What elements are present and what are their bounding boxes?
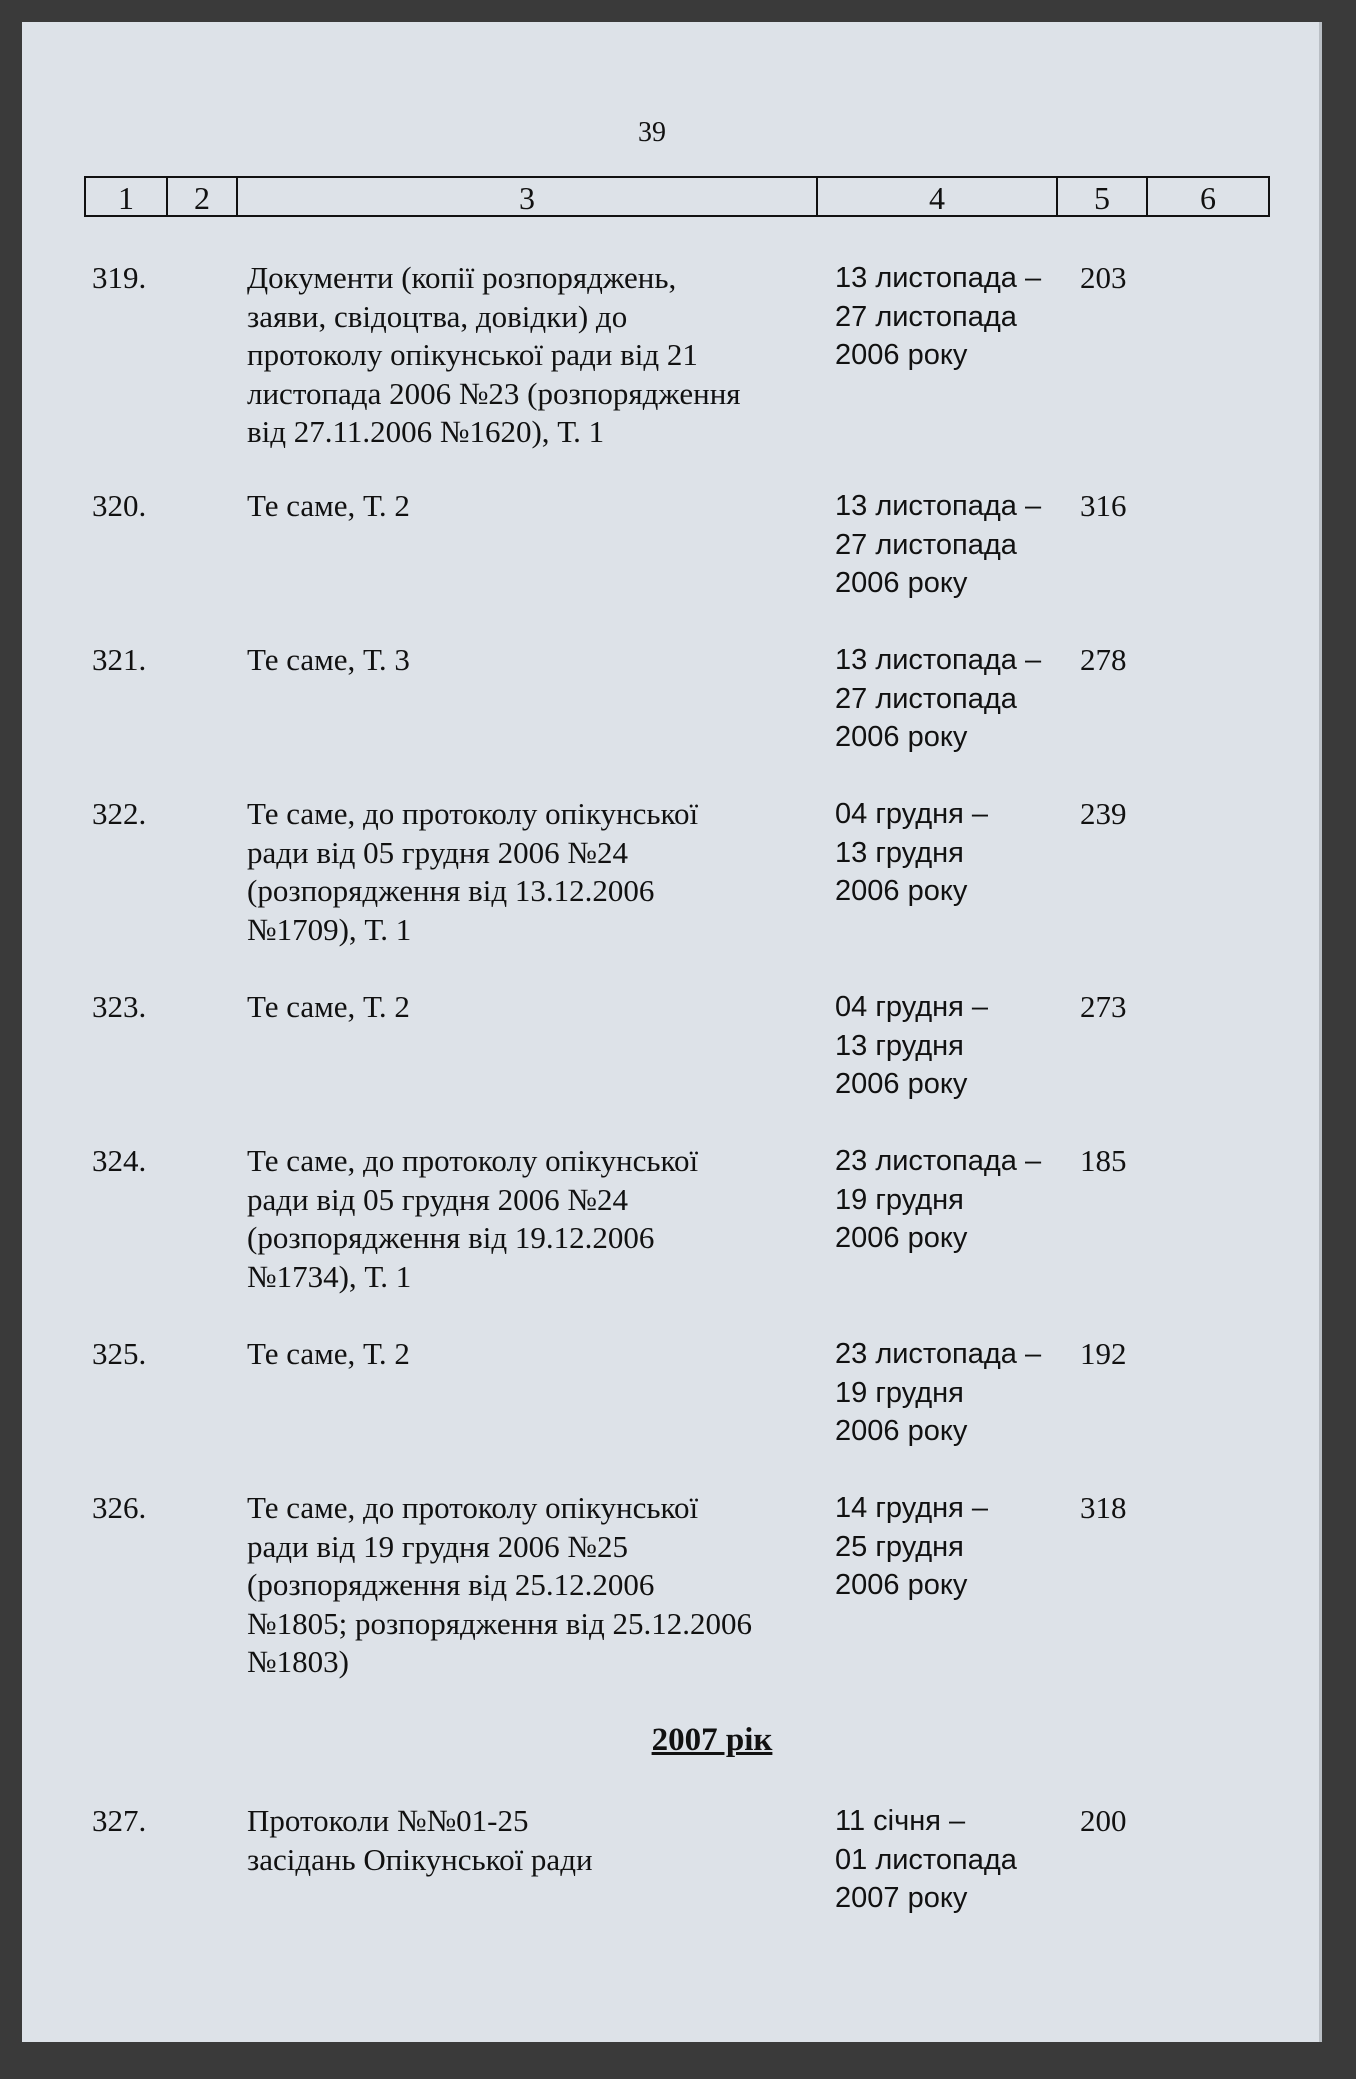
year-heading: 2007 рік	[651, 1722, 773, 1758]
entry-dates: 11 січня – 01 листопада 2007 року	[835, 1805, 1017, 1914]
column-header-row	[84, 176, 1270, 217]
document-page	[22, 22, 1322, 2042]
column-header-3: 3	[238, 178, 818, 215]
entry-dates: 04 грудня – 13 грудня 2006 року	[835, 991, 989, 1100]
entry-dates: 13 листопада – 27 листопада 2006 року	[835, 262, 1042, 371]
entry-sheet-count: 273	[1080, 989, 1127, 1024]
entry-dates: 04 грудня – 13 грудня 2006 року	[835, 798, 989, 907]
column-header-1: 1	[86, 178, 168, 215]
page-number: 39	[638, 117, 666, 148]
entry-description: Документи (копії розпоряджень, заяви, свідоцтва, довідки) до протоколу опікунської ради від 21 листопада 2006 №23 (розпорядження від 27.11.2006 №1620), Т. 1	[247, 260, 741, 449]
entry-number: 324.	[92, 1143, 147, 1178]
entry-sheet-count: 185	[1080, 1143, 1127, 1178]
entry-number: 322.	[92, 796, 147, 831]
entry-sheet-count: 192	[1080, 1336, 1127, 1371]
entry-sheet-count: 200	[1080, 1803, 1127, 1838]
entry-sheet-count: 316	[1080, 488, 1127, 523]
column-header-6: 6	[1200, 180, 1216, 216]
entry-dates: 14 грудня – 25 грудня 2006 року	[835, 1492, 989, 1601]
entry-dates: 13 листопада – 27 листопада 2006 року	[835, 490, 1042, 599]
entry-number: 319.	[92, 260, 147, 295]
entry-description: Те саме, до протоколу опікунської ради від 05 грудня 2006 №24 (розпорядження від 19.12.2006 №1734), Т. 1	[247, 1143, 699, 1294]
column-header-2: 2	[168, 178, 238, 215]
entry-number: 323.	[92, 989, 147, 1024]
entry-description: Те саме, до протоколу опікунської ради від 05 грудня 2006 №24 (розпорядження від 13.12.2006 №1709), Т. 1	[247, 796, 699, 947]
entry-number: 325.	[92, 1336, 147, 1371]
entry-number: 326.	[92, 1490, 147, 1525]
entry-description: Те саме, до протоколу опікунської ради від 19 грудня 2006 №25 (розпорядження від 25.12.2006 №1805; розпорядження від 25.12.2006 №1803)	[247, 1490, 753, 1679]
entry-sheet-count: 318	[1080, 1490, 1127, 1525]
entry-sheet-count: 239	[1080, 796, 1127, 831]
entry-number: 327.	[92, 1803, 147, 1838]
entry-description: Протоколи №№01-25 засідань Опікунської ради	[247, 1803, 593, 1877]
entry-number: 321.	[92, 642, 147, 677]
entry-description: Те саме, Т. 2	[247, 488, 410, 523]
column-header-5: 5	[1058, 178, 1148, 215]
entry-sheet-count: 203	[1080, 260, 1127, 295]
entry-description: Те саме, Т. 2	[247, 989, 410, 1024]
entry-description: Те саме, Т. 3	[247, 642, 410, 677]
entry-dates: 23 листопада – 19 грудня 2006 року	[835, 1338, 1042, 1447]
entry-dates: 23 листопада – 19 грудня 2006 року	[835, 1145, 1042, 1254]
column-header-4: 4	[818, 178, 1058, 215]
entry-sheet-count: 278	[1080, 642, 1127, 677]
entry-number: 320.	[92, 488, 147, 523]
entry-dates: 13 листопада – 27 листопада 2006 року	[835, 644, 1042, 753]
entry-description: Те саме, Т. 2	[247, 1336, 410, 1371]
